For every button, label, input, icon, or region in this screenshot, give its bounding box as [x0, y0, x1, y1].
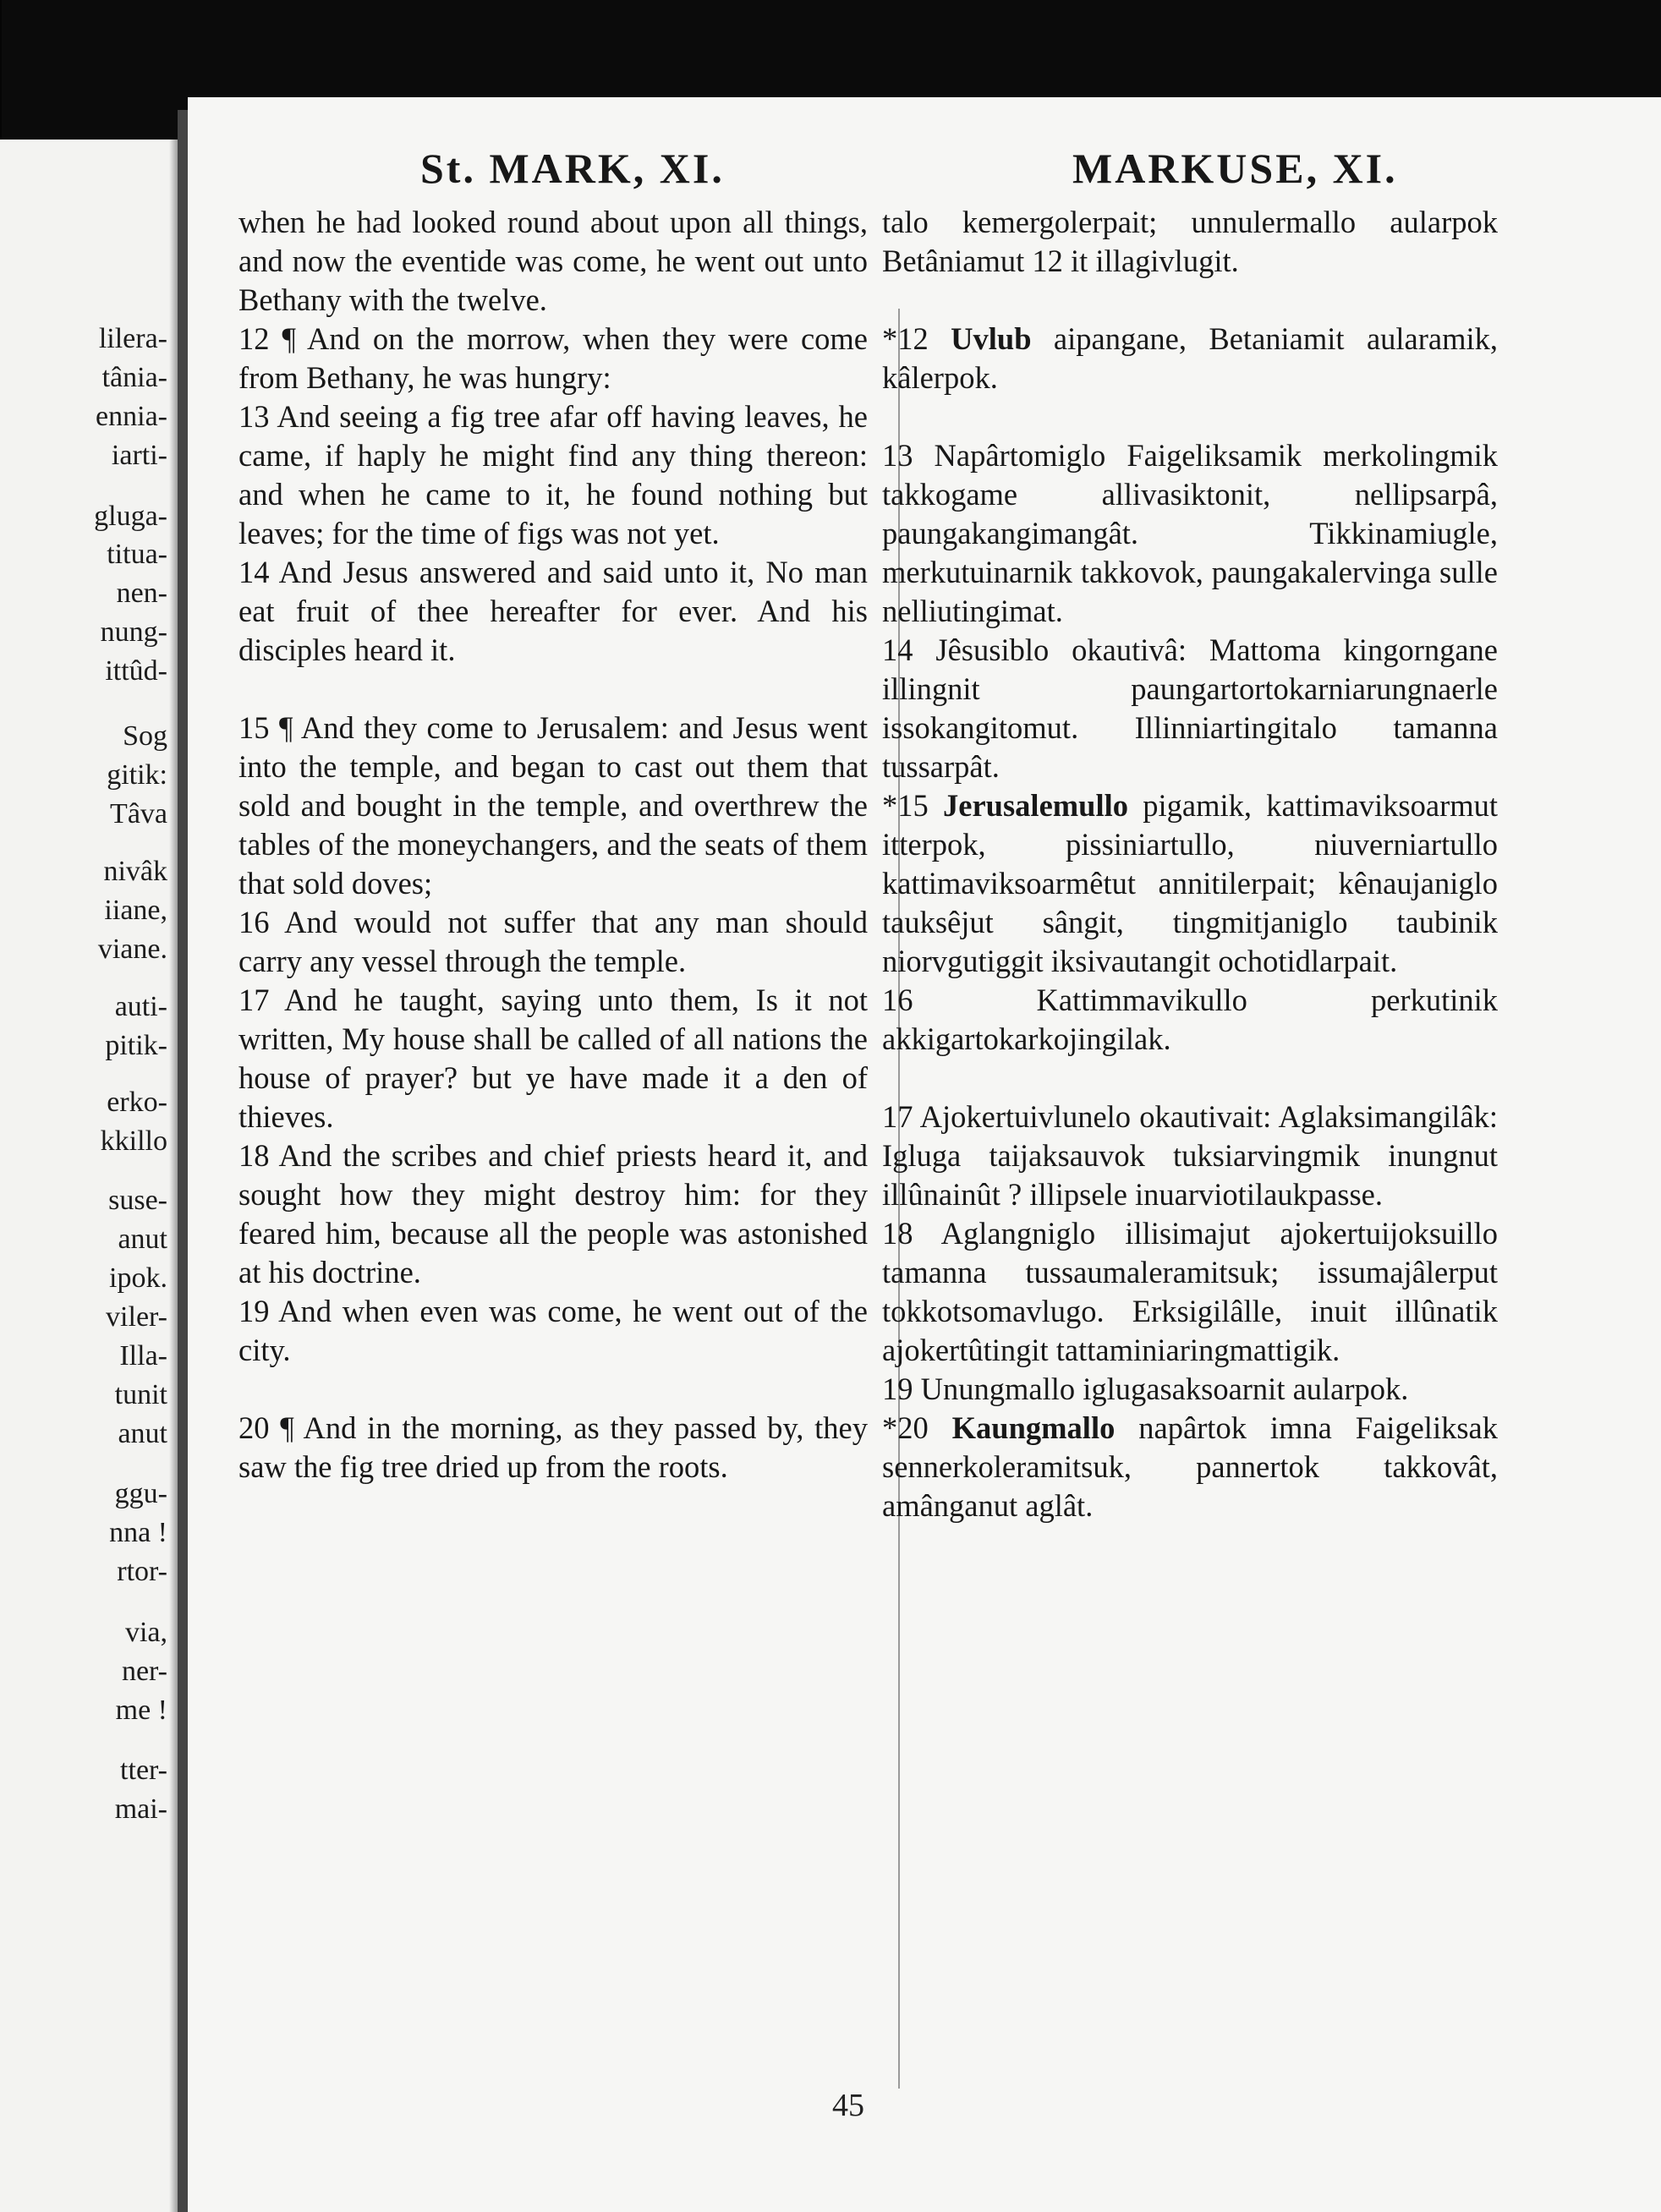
verse-number: 19 [882, 1372, 921, 1406]
verse-number: 13 [882, 438, 935, 473]
left-fragment-line: mai- [114, 1793, 167, 1825]
inuit-verse [882, 320, 1498, 397]
verse-number: *20 [882, 1410, 952, 1445]
english-verse: 18 And the scribes and chief priests heard it, and sought how they might destroy him: for they feared him, because all the people was astonished at his doctrine. [238, 1138, 868, 1289]
left-fragment-line: lilera- [98, 323, 167, 354]
inuit-verse [882, 1370, 1498, 1409]
left-fragment-line: ennia- [96, 401, 167, 432]
verse-number: 14 [882, 632, 936, 667]
verse-number: 18 [882, 1216, 941, 1251]
verse-spacer [882, 281, 1498, 320]
left-fragment-line: suse- [108, 1185, 167, 1216]
verse-text: pigamik, kattimaviksoarmut itterpok, pissiniartullo, niuverniartullo kattimaviksoarmêtut annitilerpait; kênaujaniglo tauksêjut sângit, tingmitjaniglo taubinik niorvgutiggit iksivautangit ochotidlarpait. [882, 788, 1499, 978]
left-fragment-line: Sog [123, 720, 167, 752]
english-verse: 14 And Jesus answered and said unto it, No man eat fruit of thee hereafter for ever. And his disciples heard it. [238, 555, 868, 667]
left-fragment-line: Tâva [110, 798, 167, 830]
verse-text: talo kemergolerpait; unnulermallo aularpok Betâniamut 12 it illagivlugit. [882, 205, 1498, 278]
left-fragment-line: iiane, [104, 895, 167, 926]
left-fragment-line: tter- [120, 1755, 167, 1786]
verse-spacer [882, 397, 1498, 436]
left-fragment-line: pitik- [105, 1030, 167, 1061]
verse-text: Ajokertuivlunelo okautivait: Aglaksimangilâk: Igluga taijaksauvok tuksiarvingmik inungnut illûnainût ? illipsele inuarviotilaukpasse. [882, 1099, 1498, 1212]
verse-text: Napârtomiglo Faigeliksamik merkolingmik takkogame allivasiktonit, nellipsarpâ, paungakangimangât. Tikkinamiugle, merkutuinarnik takkovok, paungakalervinga sulle nelliutingimat. [882, 438, 1498, 628]
inuit-column [882, 203, 1498, 1525]
left-fragment-line: via, [124, 1617, 167, 1648]
page-gutter [178, 110, 188, 2212]
verse-lead-word: Jerusalemullo [943, 788, 1129, 823]
left-fragment-line: ggu- [114, 1478, 167, 1509]
inuit-verse [882, 786, 1498, 981]
left-fragment-line: anut [118, 1418, 167, 1449]
left-fragment-line: nen- [116, 578, 167, 609]
left-fragment-line: ner- [121, 1656, 167, 1687]
verse-number: *15 [882, 788, 944, 823]
english-verse: 15 ¶ And they come to Jerusalem: and Jesus went into the temple, and began to cast out them that sold and bought in the temple, and overthrew the tables of the moneychangers, and the seats of them that sold doves; [238, 710, 868, 901]
verse-text: aipangane, Betaniamit aularamik, kâlerpok. [882, 321, 1498, 395]
left-fragment-line: iarti- [111, 440, 167, 471]
verse-spacer [882, 1059, 1498, 1098]
left-fragment-line: viler- [106, 1301, 167, 1333]
inuit-verse [882, 436, 1498, 631]
left-fragment-line: nung- [100, 616, 167, 648]
english-verse: 12 ¶ And on the morrow, when they were come from Bethany, he was hungry: [238, 321, 868, 395]
verse-spacer [238, 1370, 868, 1409]
verse-text: napârtok imna Faigeliksak sennerkoleramitsuk, pannertok takkovât, amânganut aglât. [882, 1410, 1498, 1523]
left-fragment-line: kkillo [100, 1125, 167, 1157]
english-verse: 20 ¶ And in the morning, as they passed by, they saw the fig tree dried up from the roots. [238, 1410, 868, 1484]
left-fragment-line: titua- [107, 539, 167, 570]
inuit-verse [882, 1214, 1498, 1370]
english-verse: 16 And would not suffer that any man should carry any vessel through the temple. [238, 905, 868, 978]
left-fragment-line: gitik: [107, 759, 167, 791]
verse-lead-word: Uvlub [951, 321, 1032, 356]
left-fragment-line: rtor- [117, 1556, 167, 1587]
inuit-verse [882, 1098, 1498, 1214]
left-fragment-line: Illa- [119, 1340, 167, 1372]
left-fragment-line: anut [118, 1224, 167, 1255]
verse-spacer [238, 670, 868, 709]
left-fragment-line: tunit [114, 1379, 167, 1410]
verse-text: Kattimmavikullo perkutinik akkigartokarkojingilak. [882, 983, 1499, 1056]
verse-lead-word: Kaungmallo [951, 1410, 1116, 1445]
english-verse: 17 And he taught, saying unto them, Is it not written, My house shall be called of all nations the house of prayer? but ye have made it a den of thieves. [238, 983, 868, 1134]
left-fragment-line: auti- [114, 991, 167, 1022]
heading-inuit: MARKUSE, XI. [1072, 145, 1398, 192]
verse-text: Unungmallo iglugasaksoarnit aularpok. [920, 1372, 1409, 1406]
left-fragment-line: viane. [97, 934, 167, 965]
left-fragment-line: erko- [107, 1087, 167, 1118]
left-fragment-line: ipok. [109, 1262, 167, 1294]
verse-text: Jêsusiblo okautivâ: Mattoma kingorngane illingnit paungartortokarniarungnaerle issokangitomut. Illinniartingitalo tamanna tussarpât. [882, 632, 1498, 784]
verse-number: *12 [882, 321, 951, 356]
inuit-verse [882, 981, 1498, 1059]
inuit-verse [882, 631, 1498, 786]
left-fragment-line: nivâk [103, 856, 167, 887]
verse-number: 16 [882, 983, 1037, 1017]
left-fragment-line: ittûd- [105, 655, 167, 687]
verse-number: 17 [882, 1099, 920, 1134]
english-verse: 19 And when even was come, he went out of the city. [238, 1294, 868, 1367]
verse-text: Aglangniglo illisimajut ajokertuijoksuillo tamanna tussaumaleramitsuk; issumajâlerput tokkotsomavlugo. Erksigilâlle, inuit illûnatik ajokertûtingit tattaminiaringmattigik. [882, 1216, 1498, 1367]
english-column [238, 203, 868, 1487]
heading-english: St. MARK, XI. [420, 145, 725, 192]
left-fragment-line: gluga- [94, 501, 167, 532]
english-verse: when he had looked round about upon all things, and now the eventide was come, he went out unto Bethany with the twelve. [238, 205, 868, 317]
page-number: 45 [832, 2088, 864, 2123]
left-fragment-line: me ! [115, 1695, 167, 1726]
inuit-verse [882, 203, 1498, 281]
inuit-verse [882, 1409, 1498, 1525]
left-fragment-line: nna ! [109, 1517, 167, 1548]
english-verse: 13 And seeing a fig tree afar off having leaves, he came, if haply he might find any thing thereon: and when he came to it, he found nothing but leaves; for the time of figs was not yet. [238, 399, 868, 550]
left-fragment-line: tânia- [101, 362, 167, 393]
